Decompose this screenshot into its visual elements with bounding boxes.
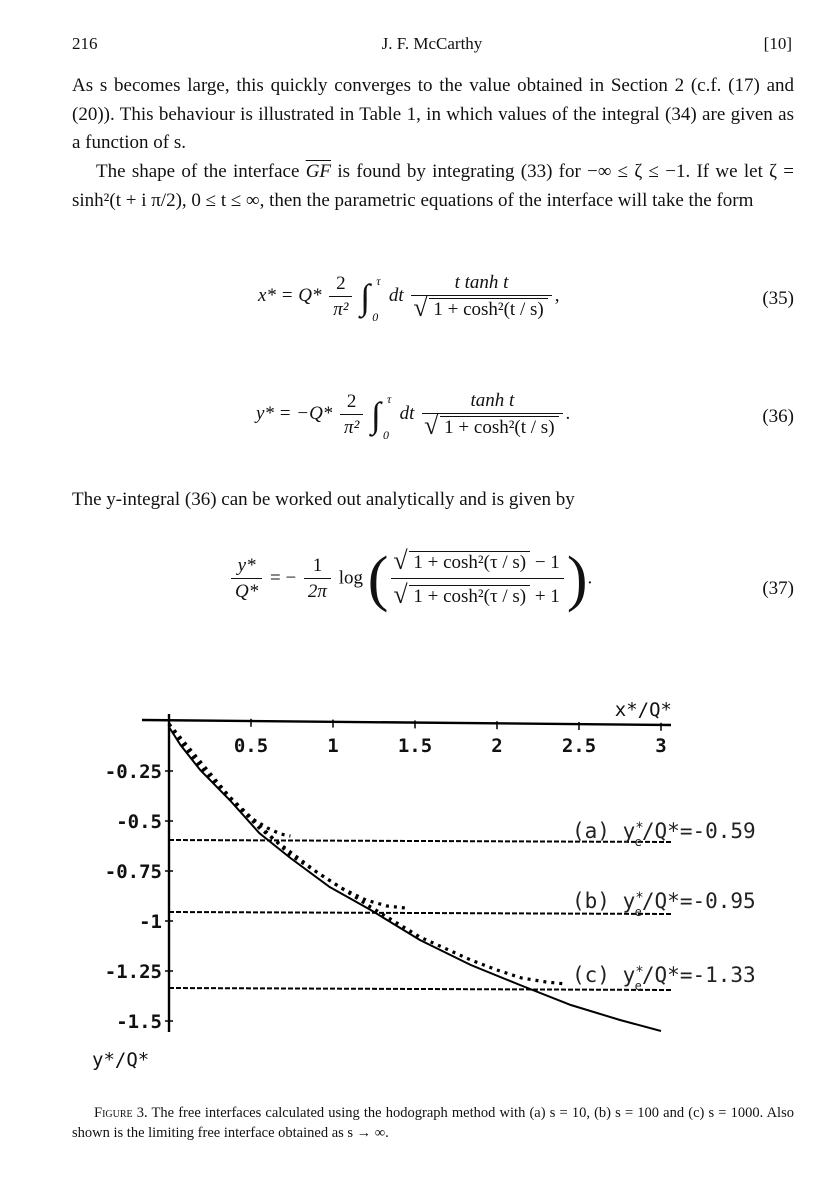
equation-number: (35) xyxy=(762,288,794,309)
x-tick-label: 0.5 xyxy=(233,735,269,757)
x-tick-label: 1.5 xyxy=(397,735,433,757)
y-tick-label: -1.5 xyxy=(116,1011,162,1033)
arg-num-tail: − 1 xyxy=(530,551,560,573)
caption-text: The free interfaces calculated using the hodograph method with (a) s = 10, (b) s = 100 and (c) s = 1000. Also shown is the limiting free interface obtained as s → ∞. xyxy=(72,1105,794,1141)
lower-limit: 0 xyxy=(372,309,379,324)
paragraph-text-part: The shape of the interface xyxy=(96,161,306,182)
interface-gf: $\overline{GF}$ xyxy=(305,161,332,182)
y-tick-label: -0.5 xyxy=(116,811,162,833)
paragraph-text: As s becomes large, this quickly converges to the value obtained in Section 2 (c.f. (17) and (20)). This behaviour is illustrated in Table 1, in which values of the integral (34) are given as a function of s. xyxy=(72,75,794,153)
eq-lhs: x* = Q* xyxy=(258,284,322,306)
eq-lhs: y* = −Q* xyxy=(256,402,333,424)
asymptote-line xyxy=(169,988,672,990)
coef-den: π² xyxy=(340,414,363,439)
interface-curve-dotted xyxy=(169,724,290,836)
paragraph-text-part: is found by integrating (33) for −∞ ≤ ζ ≤ −1. If we let ζ = sinh²(t + i π/2), 0 ≤ t ≤ ∞, then the parametric equations of the interface will take the form xyxy=(72,161,794,211)
equation-number: (37) xyxy=(762,578,794,599)
y-tick-label: -0.75 xyxy=(104,861,162,883)
coef-num: 1 xyxy=(312,555,323,576)
x-tick-label: 2 xyxy=(491,735,503,757)
x-tick-label: 3 xyxy=(655,735,667,757)
asymptote-label-c: (c) y* e/Q*=-1.33 xyxy=(572,963,756,993)
lhs-num: y* xyxy=(237,555,256,576)
coef-den: 2π xyxy=(304,578,331,603)
arg-den-sqrt: √ 1 + cosh²(τ / s) xyxy=(409,585,530,608)
x-tick-label: 1 xyxy=(327,735,339,757)
y-axis-title: y*/Q* xyxy=(92,1049,150,1071)
x-tick-label: 2.5 xyxy=(561,735,597,757)
differential: dt xyxy=(388,284,404,306)
right-paren: ) xyxy=(566,545,588,613)
interface-curve-dotted xyxy=(169,724,566,984)
integrand-den: √ 1 + cosh²(t / s) xyxy=(440,416,558,439)
integral-sign: ∫ τ 0 xyxy=(360,273,381,324)
eq-sign: = − xyxy=(269,567,297,589)
integrand-den: √ 1 + cosh²(t / s) xyxy=(429,298,547,321)
arg-num-sqrt: √ 1 + cosh²(τ / s) xyxy=(409,551,530,574)
integrand-num: tanh t xyxy=(470,390,515,411)
upper-limit: τ xyxy=(387,391,392,406)
eq-tail: . xyxy=(565,402,571,424)
eq-tail: . xyxy=(587,567,593,589)
integral-sign: ∫ τ 0 xyxy=(371,391,392,442)
coef-den: π² xyxy=(329,296,352,321)
chart-labels xyxy=(572,819,756,993)
upper-limit: τ xyxy=(376,273,381,288)
asymptote-label-b: (b) y* e/Q*=-0.95 xyxy=(572,889,756,919)
figure-caption xyxy=(72,1103,794,1143)
left-paren: ( xyxy=(367,545,389,613)
equation-number: (36) xyxy=(762,406,794,427)
x-axis xyxy=(142,720,671,725)
differential: dt xyxy=(399,402,415,424)
asymptote-label-a: (a) y* e/Q*=-0.59 xyxy=(572,819,756,849)
coef-num: 2 xyxy=(336,272,346,294)
page-number: 216 xyxy=(72,34,98,53)
coef-num: 2 xyxy=(346,390,357,412)
arg-den-tail: + 1 xyxy=(530,585,560,607)
y-tick-label: -1.25 xyxy=(104,961,162,983)
log-fn: log xyxy=(338,567,363,589)
integrand-num: t tanh t xyxy=(454,272,509,293)
x-axis-title: x*/Q* xyxy=(614,699,672,721)
paragraph-text: The y-integral (36) can be worked out analytically and is given by xyxy=(72,489,575,510)
caption-label: Figure 3. xyxy=(94,1105,148,1121)
section-number: [10] xyxy=(763,34,792,53)
y-tick-label: -0.25 xyxy=(104,761,162,783)
lower-limit: 0 xyxy=(383,427,390,442)
y-tick-label: -1 xyxy=(139,911,162,933)
interface-curve-dotted xyxy=(169,724,405,908)
eq-tail: , xyxy=(554,284,560,306)
lhs-den: Q* xyxy=(231,578,262,603)
chart-axes xyxy=(92,699,672,1071)
running-author: J. F. McCarthy xyxy=(381,34,483,53)
